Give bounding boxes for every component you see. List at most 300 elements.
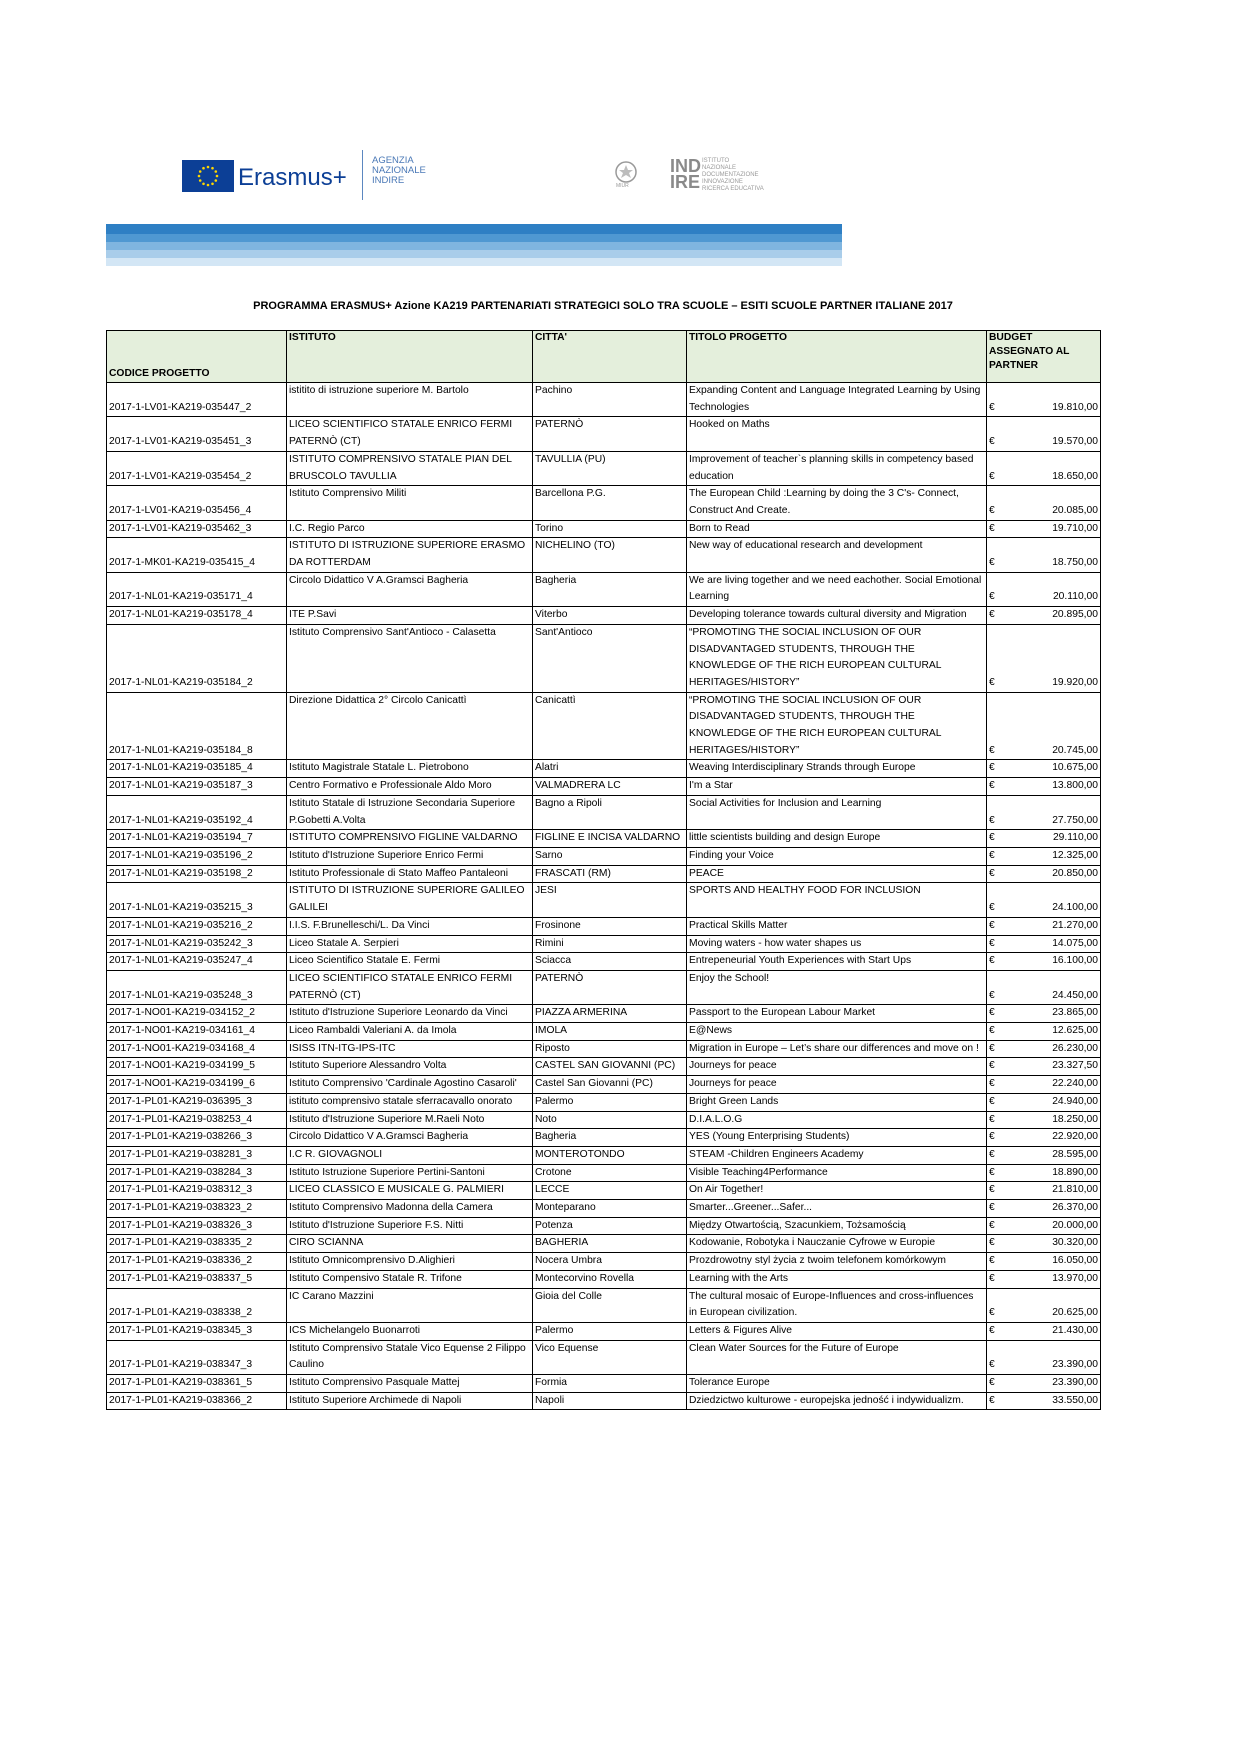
cell-title: Improvement of teacher`s planning skills in competency based education [687,451,987,485]
cell-title: Prozdrowotny styl życia z twoim telefonem komórkowym [687,1253,987,1271]
document-title: PROGRAMMA ERASMUS+ Azione KA219 PARTENARIATI STRATEGICI SOLO TRA SCUOLE – ESITI SCUOLE PARTNER ITALIANE 2017 [253,300,953,312]
budget-amount: 23.327,50 [1052,1060,1098,1072]
cell-title: Visible Teaching4Performance [687,1164,987,1182]
cell-institute: Istituto Superiore Archimede di Napoli [287,1392,533,1410]
table-row [107,572,1101,606]
cell-city: IMOLA [533,1023,687,1041]
cell-budget [987,917,1101,935]
cell-budget [987,1392,1101,1410]
cell-title: SPORTS AND HEALTHY FOOD FOR INCLUSION [687,883,987,917]
cell-institute: Istituto Istruzione Superiore Pertini-Santoni [287,1164,533,1182]
cell-budget [987,451,1101,485]
cell-institute: LICEO SCIENTIFICO STATALE ENRICO FERMI PATERNÒ (CT) [287,970,533,1004]
cell-budget [987,486,1101,520]
currency-symbol: € [989,1394,995,1406]
cell-city: Frosinone [533,917,687,935]
cell-title: Enjoy the School! [687,970,987,1004]
cell-budget [987,538,1101,572]
currency-symbol: € [989,849,995,861]
cell-title: Entrepeneurial Youth Experiences with Start Ups [687,953,987,971]
cell-title: Expanding Content and Language Integrated Learning by Using Technologies [687,383,987,417]
table-row [107,383,1101,417]
cell-code: 2017-1-NL01-KA219-035215_3 [107,883,287,917]
logo-separator [362,150,363,200]
cell-code: 2017-1-NL01-KA219-035192_4 [107,795,287,829]
budget-amount: 14.075,00 [1052,937,1098,949]
cell-institute: I.I.S. F.Brunelleschi/L. Da Vinci [287,917,533,935]
table-row [107,607,1101,625]
cell-institute: Istituto Comprensivo 'Cardinale Agostino Casaroli' [287,1076,533,1094]
cell-title: Bright Green Lands [687,1093,987,1111]
table-row [107,1058,1101,1076]
table-row [107,953,1101,971]
currency-symbol: € [989,557,995,569]
cell-institute: Istituto Omnicomprensivo D.Alighieri [287,1253,533,1271]
cell-title: Finding your Voice [687,847,987,865]
budget-amount: 26.230,00 [1052,1042,1098,1054]
currency-symbol: € [989,744,995,756]
currency-symbol: € [989,762,995,774]
table-row [107,692,1101,760]
currency-symbol: € [989,1113,995,1125]
budget-amount: 20.745,00 [1052,744,1098,756]
cell-code: 2017-1-PL01-KA219-038335_2 [107,1235,287,1253]
cell-institute: I.C. Regio Parco [287,520,533,538]
currency-symbol: € [989,867,995,879]
cell-title: STEAM -Children Engineers Academy [687,1146,987,1164]
cell-code: 2017-1-NO01-KA219-034168_4 [107,1040,287,1058]
budget-amount: 23.390,00 [1052,1359,1098,1371]
cell-institute: Circolo Didattico V A.Gramsci Bagheria [287,1129,533,1147]
erasmus-logo-text: Erasmus+ [238,164,347,191]
cell-budget [987,1375,1101,1393]
cell-city: Crotone [533,1164,687,1182]
cell-institute: Liceo Rambaldi Valeriani A. da Imola [287,1023,533,1041]
cell-code: 2017-1-PL01-KA219-038323_2 [107,1200,287,1218]
indire-logo-mark: IND IRE [670,156,701,192]
budget-amount: 19.570,00 [1052,436,1098,448]
eu-flag-icon [182,160,234,192]
cell-institute: IC Carano Mazzini [287,1288,533,1322]
budget-amount: 19.920,00 [1052,676,1098,688]
cell-institute: Centro Formativo e Professionale Aldo Moro [287,778,533,796]
cell-code: 2017-1-NL01-KA219-035247_4 [107,953,287,971]
cell-title: Born to Read [687,520,987,538]
cell-budget [987,383,1101,417]
cell-title: Kodowanie, Robotyka i Nauczanie Cyfrowe w Europie [687,1235,987,1253]
cell-title: Hooked on Maths [687,417,987,451]
cell-institute: Istituto Magistrale Statale L. Pietrobono [287,760,533,778]
cell-city: Torino [533,520,687,538]
budget-amount: 30.320,00 [1052,1237,1098,1249]
cell-institute: Istituto Comprensivo Statale Vico Equense 2 Filippo Caulino [287,1340,533,1374]
currency-symbol: € [989,1307,995,1319]
table-row [107,1076,1101,1094]
currency-symbol: € [989,1324,995,1336]
cell-city: Sciacca [533,953,687,971]
cell-institute: Istituto d'Istruzione Superiore Leonardo da Vinci [287,1005,533,1023]
cell-code: 2017-1-MK01-KA219-035415_4 [107,538,287,572]
budget-amount: 27.750,00 [1052,814,1098,826]
cell-city: Barcellona P.G. [533,486,687,520]
table-row [107,1200,1101,1218]
cell-title: Letters & Figures Alive [687,1322,987,1340]
cell-budget [987,1340,1101,1374]
table-row [107,1129,1101,1147]
currency-symbol: € [989,955,995,967]
table-row [107,1392,1101,1410]
cell-institute: Istituto Superiore Alessandro Volta [287,1058,533,1076]
cell-title: “PROMOTING THE SOCIAL INCLUSION OF OUR DISADVANTAGED STUDENTS, THROUGH THE KNOWLEDGE OF THE RICH EUROPEAN CULTURAL HERITAGES/HISTORY” [687,624,987,692]
cell-city: Rimini [533,935,687,953]
cell-title: Między Otwartością, Szacunkiem, Tożsamością [687,1217,987,1235]
table-row [107,917,1101,935]
cell-institute: CIRO SCIANNA [287,1235,533,1253]
cell-budget [987,1235,1101,1253]
cell-city: JESI [533,883,687,917]
cell-title: Moving waters - how water shapes us [687,935,987,953]
table-row [107,1164,1101,1182]
cell-institute: Liceo Scientifico Statale E. Fermi [287,953,533,971]
budget-amount: 24.940,00 [1052,1095,1098,1107]
cell-budget [987,1093,1101,1111]
cell-code: 2017-1-NL01-KA219-035196_2 [107,847,287,865]
table-row [107,1182,1101,1200]
cell-city: FRASCATI (RM) [533,865,687,883]
cell-code: 2017-1-LV01-KA219-035447_2 [107,383,287,417]
budget-amount: 20.895,00 [1052,609,1098,621]
cell-title: Developing tolerance towards cultural diversity and Migration [687,607,987,625]
cell-code: 2017-1-NL01-KA219-035178_4 [107,607,287,625]
budget-amount: 19.710,00 [1052,522,1098,534]
cell-budget [987,624,1101,692]
cell-city: TAVULLIA (PU) [533,451,687,485]
budget-amount: 23.865,00 [1052,1007,1098,1019]
cell-city: BAGHERIA [533,1235,687,1253]
currency-symbol: € [989,1078,995,1090]
budget-amount: 13.800,00 [1052,780,1098,792]
table-row [107,1270,1101,1288]
cell-city: PATERNÒ [533,417,687,451]
table-row [107,624,1101,692]
table-row [107,883,1101,917]
cell-budget [987,970,1101,1004]
cell-budget [987,1182,1101,1200]
cell-budget [987,1023,1101,1041]
cell-code: 2017-1-NL01-KA219-035242_3 [107,935,287,953]
currency-symbol: € [989,1166,995,1178]
table-row [107,1111,1101,1129]
currency-symbol: € [989,1025,995,1037]
table-row [107,451,1101,485]
cell-institute: Istituto Comprensivo Madonna della Camera [287,1200,533,1218]
cell-title: D.I.A.L.O.G [687,1111,987,1129]
budget-amount: 20.110,00 [1052,591,1098,603]
cell-code: 2017-1-PL01-KA219-038361_5 [107,1375,287,1393]
cell-institute: Istituto Compensivo Statale R. Trifone [287,1270,533,1288]
cell-title: Practical Skills Matter [687,917,987,935]
table-row [107,1253,1101,1271]
cell-budget [987,1217,1101,1235]
cell-code: 2017-1-PL01-KA219-038266_3 [107,1129,287,1147]
table-row [107,778,1101,796]
table-row [107,1023,1101,1041]
cell-city: VALMADRERA LC [533,778,687,796]
cell-institute: Istituto Comprensivo Militi [287,486,533,520]
table-row [107,486,1101,520]
cell-city: Bagheria [533,572,687,606]
cell-code: 2017-1-NL01-KA219-035185_4 [107,760,287,778]
cell-institute: Istituto Professionale di Stato Maffeo Pantaleoni [287,865,533,883]
currency-symbol: € [989,1272,995,1284]
budget-amount: 24.100,00 [1052,902,1098,914]
cell-code: 2017-1-PL01-KA219-038345_3 [107,1322,287,1340]
table-row [107,1288,1101,1322]
table-row [107,935,1101,953]
budget-amount: 12.325,00 [1052,849,1098,861]
budget-amount: 16.050,00 [1052,1255,1098,1267]
cell-budget [987,795,1101,829]
cell-city: Napoli [533,1392,687,1410]
currency-symbol: € [989,1148,995,1160]
table-row [107,865,1101,883]
cell-city: CASTEL SAN GIOVANNI (PC) [533,1058,687,1076]
currency-symbol: € [989,676,995,688]
budget-amount: 12.625,00 [1052,1025,1098,1037]
budget-amount: 22.240,00 [1052,1078,1098,1090]
cell-city: Riposto [533,1040,687,1058]
currency-symbol: € [989,1042,995,1054]
cell-title: Tolerance Europe [687,1375,987,1393]
cell-city: Noto [533,1111,687,1129]
cell-title: PEACE [687,865,987,883]
header-code: CODICE PROGETTO [107,331,287,383]
cell-title: We are living together and we need eachother. Social Emotional Learning [687,572,987,606]
cell-institute: ISTITUTO COMPRENSIVO STATALE PIAN DEL BRUSCOLO TAVULLIA [287,451,533,485]
cell-budget [987,1200,1101,1218]
currency-symbol: € [989,1202,995,1214]
cell-code: 2017-1-NO01-KA219-034161_4 [107,1023,287,1041]
currency-symbol: € [989,504,995,516]
cell-city: Bagno a Ripoli [533,795,687,829]
table-row [107,538,1101,572]
budget-amount: 18.890,00 [1052,1166,1098,1178]
budget-amount: 18.250,00 [1052,1113,1098,1125]
currency-symbol: € [989,401,995,413]
cell-title: Dziedzictwo kulturowe - europejska jedność i indywidualizm. [687,1392,987,1410]
currency-symbol: € [989,1060,995,1072]
cell-city: NICHELINO (TO) [533,538,687,572]
emblem-caption: MIUR [616,183,629,189]
cell-budget [987,417,1101,451]
cell-institute: Circolo Didattico V A.Gramsci Bagheria [287,572,533,606]
table-header-row [107,331,1101,383]
table-row [107,1093,1101,1111]
cell-budget [987,778,1101,796]
currency-symbol: € [989,1255,995,1267]
currency-symbol: € [989,919,995,931]
cell-budget [987,847,1101,865]
budget-amount: 16.100,00 [1052,955,1098,967]
cell-city: Sant'Antioco [533,624,687,692]
cell-title: Journeys for peace [687,1058,987,1076]
cell-budget [987,1058,1101,1076]
budget-amount: 20.085,00 [1052,504,1098,516]
cell-title: Smarter...Greener...Safer... [687,1200,987,1218]
cell-city: LECCE [533,1182,687,1200]
cell-code: 2017-1-NL01-KA219-035194_7 [107,830,287,848]
budget-amount: 20.000,00 [1052,1219,1098,1231]
currency-symbol: € [989,1095,995,1107]
header-institute: ISTITUTO [287,331,533,383]
cell-title: Social Activities for Inclusion and Learning [687,795,987,829]
header-title: TITOLO PROGETTO [687,331,987,383]
cell-institute: Liceo Statale A. Serpieri [287,935,533,953]
cell-institute: istituto comprensivo statale sferracavallo onorato [287,1093,533,1111]
cell-city: Alatri [533,760,687,778]
budget-amount: 21.810,00 [1052,1184,1098,1196]
cell-institute: I.C R. GIOVAGNOLI [287,1146,533,1164]
cell-title: E@News [687,1023,987,1041]
cell-code: 2017-1-NO01-KA219-034199_5 [107,1058,287,1076]
budget-amount: 24.450,00 [1052,989,1098,1001]
cell-institute: Istituto Statale di Istruzione Secondaria Superiore P.Gobetti A.Volta [287,795,533,829]
cell-budget [987,883,1101,917]
cell-city: Bagheria [533,1129,687,1147]
budget-amount: 22.920,00 [1052,1131,1098,1143]
cell-code: 2017-1-NL01-KA219-035198_2 [107,865,287,883]
cell-budget [987,572,1101,606]
cell-title: little scientists building and design Europe [687,830,987,848]
cell-budget [987,1005,1101,1023]
header-city: CITTA' [533,331,687,383]
cell-budget [987,1253,1101,1271]
cell-code: 2017-1-NL01-KA219-035248_3 [107,970,287,1004]
cell-code: 2017-1-NL01-KA219-035216_2 [107,917,287,935]
cell-city: PIAZZA ARMERINA [533,1005,687,1023]
cell-institute: Istituto Comprensivo Sant'Antioco - Calasetta [287,624,533,692]
currency-symbol: € [989,1007,995,1019]
cell-title: Journeys for peace [687,1076,987,1094]
cell-city: FIGLINE E INCISA VALDARNO [533,830,687,848]
currency-symbol: € [989,609,995,621]
budget-amount: 21.430,00 [1052,1324,1098,1336]
cell-city: Canicattì [533,692,687,760]
cell-city: Viterbo [533,607,687,625]
budget-amount: 28.595,00 [1052,1148,1098,1160]
table-row [107,1005,1101,1023]
budget-amount: 29.110,00 [1052,832,1098,844]
cell-code: 2017-1-LV01-KA219-035451_3 [107,417,287,451]
cell-budget [987,1076,1101,1094]
table-row [107,520,1101,538]
currency-symbol: € [989,989,995,1001]
currency-symbol: € [989,1377,995,1389]
cell-institute: LICEO CLASSICO E MUSICALE G. PALMIERI [287,1182,533,1200]
cell-budget [987,865,1101,883]
cell-title: On Air Together! [687,1182,987,1200]
cell-title: I'm a Star [687,778,987,796]
budget-amount: 20.850,00 [1052,867,1098,879]
budget-amount: 19.810,00 [1052,401,1098,413]
currency-symbol: € [989,902,995,914]
cell-budget [987,1164,1101,1182]
currency-symbol: € [989,780,995,792]
cell-code: 2017-1-PL01-KA219-038281_3 [107,1146,287,1164]
cell-title: The cultural mosaic of Europe-Influences and cross-influences in European civilization. [687,1288,987,1322]
budget-amount: 10.675,00 [1052,762,1098,774]
cell-city: Monteparano [533,1200,687,1218]
currency-symbol: € [989,832,995,844]
cell-code: 2017-1-NL01-KA219-035184_2 [107,624,287,692]
cell-city: Formia [533,1375,687,1393]
table-row [107,1217,1101,1235]
cell-title: Passport to the European Labour Market [687,1005,987,1023]
cell-code: 2017-1-NL01-KA219-035187_3 [107,778,287,796]
cell-code: 2017-1-LV01-KA219-035454_2 [107,451,287,485]
cell-code: 2017-1-LV01-KA219-035456_4 [107,486,287,520]
cell-code: 2017-1-LV01-KA219-035462_3 [107,520,287,538]
currency-symbol: € [989,814,995,826]
table-row [107,1146,1101,1164]
cell-budget [987,1129,1101,1147]
cell-title: “PROMOTING THE SOCIAL INCLUSION OF OUR DISADVANTAGED STUDENTS, THROUGH THE KNOWLEDGE OF THE RICH EUROPEAN CULTURAL HERITAGES/HISTORY” [687,692,987,760]
table-row [107,760,1101,778]
cell-city: Potenza [533,1217,687,1235]
budget-amount: 23.390,00 [1052,1377,1098,1389]
budget-amount: 13.970,00 [1052,1272,1098,1284]
budget-amount: 21.270,00 [1052,919,1098,931]
cell-city: Pachino [533,383,687,417]
cell-budget [987,1146,1101,1164]
cell-code: 2017-1-PL01-KA219-038337_5 [107,1270,287,1288]
results-table [106,330,1100,1410]
table-row [107,1340,1101,1374]
cell-institute: ISTITUTO DI ISTRUZIONE SUPERIORE GALILEO GALILEI [287,883,533,917]
table-row [107,970,1101,1004]
italian-emblem-icon [612,160,640,190]
cell-city: Vico Equense [533,1340,687,1374]
cell-city: Palermo [533,1322,687,1340]
cell-code: 2017-1-PL01-KA219-038347_3 [107,1340,287,1374]
cell-code: 2017-1-PL01-KA219-038338_2 [107,1288,287,1322]
budget-amount: 20.625,00 [1052,1307,1098,1319]
cell-code: 2017-1-NO01-KA219-034199_6 [107,1076,287,1094]
cell-title: Clean Water Sources for the Future of Europe [687,1340,987,1374]
header-logos [182,150,782,200]
table-row [107,417,1101,451]
budget-amount: 18.650,00 [1052,470,1098,482]
cell-budget [987,830,1101,848]
cell-code: 2017-1-PL01-KA219-038284_3 [107,1164,287,1182]
cell-title: The European Child :Learning by doing the 3 C's- Connect, Construct And Create. [687,486,987,520]
budget-amount: 33.550,00 [1052,1394,1098,1406]
currency-symbol: € [989,1219,995,1231]
cell-city: PATERNÒ [533,970,687,1004]
cell-budget [987,1270,1101,1288]
cell-budget [987,1322,1101,1340]
currency-symbol: € [989,470,995,482]
cell-title: New way of educational research and development [687,538,987,572]
table-row [107,1375,1101,1393]
cell-city: Nocera Umbra [533,1253,687,1271]
currency-symbol: € [989,436,995,448]
table-row [107,1235,1101,1253]
cell-city: Gioia del Colle [533,1288,687,1322]
cell-institute: Direzione Didattica 2° Circolo Canicattì [287,692,533,760]
cell-institute: Istituto d'Istruzione Superiore Enrico Fermi [287,847,533,865]
currency-symbol: € [989,591,995,603]
